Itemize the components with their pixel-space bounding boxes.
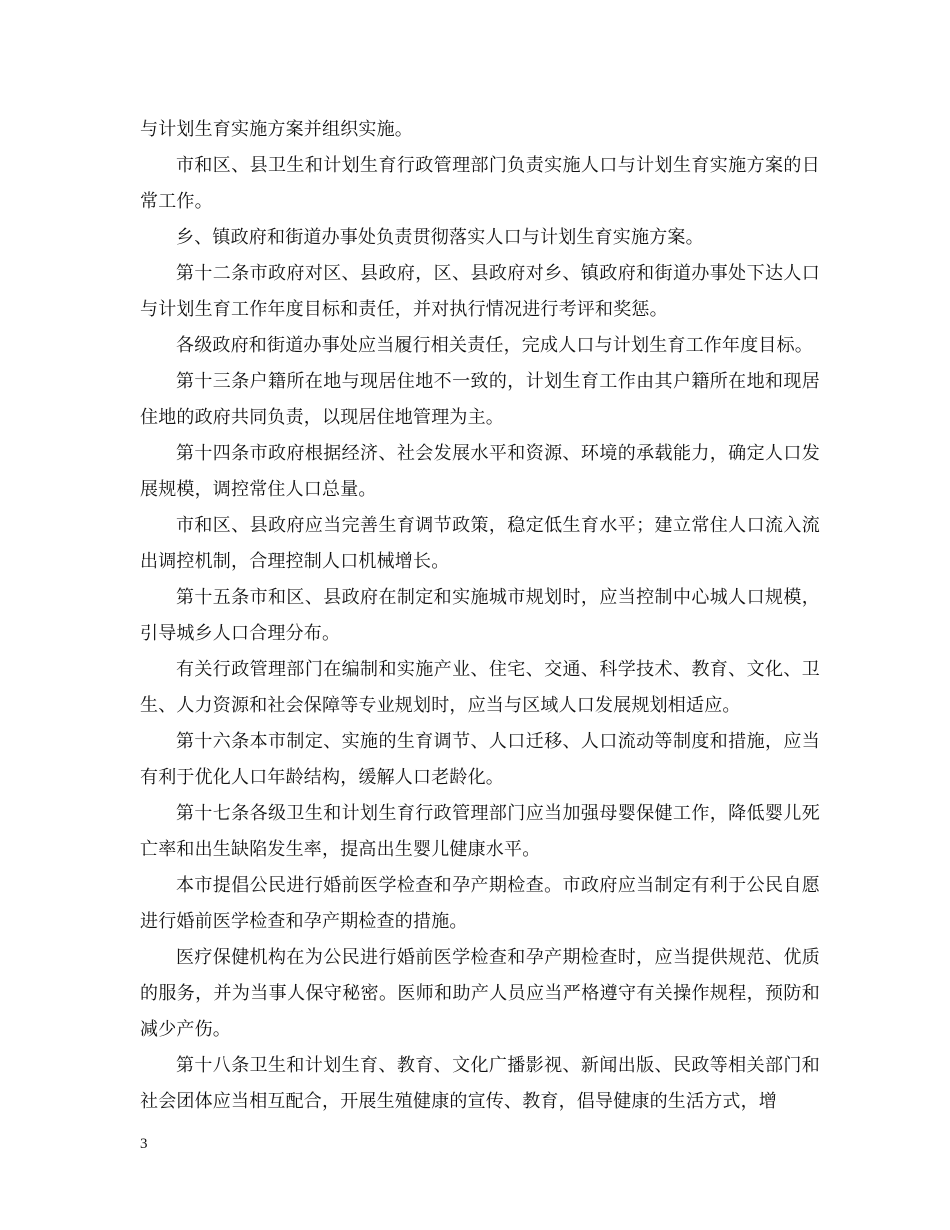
paragraph-8: 市和区、县政府应当完善生育调节政策，稳定低生育水平；建立常住人口流入流出调控机制，合理控制人口机械增长。: [140, 515, 820, 572]
paragraph-5: 各级政府和街道办事处应当履行相关责任，完成人口与计划生育工作年度目标。: [176, 335, 813, 356]
paragraph-3: 乡、镇政府和街道办事处负责贯彻落实人口与计划生育实施方案。: [176, 227, 704, 248]
paragraph-13: 本市提倡公民进行婚前医学检查和孕产期检查。市政府应当制定有利于公民自愿进行婚前医学检查和孕产期检查的措施。: [140, 875, 820, 932]
paragraph-7: 第十四条市政府根据经济、社会发展水平和资源、环境的承载能力，确定人口发展规模，调控常住人口总量。: [140, 443, 820, 500]
document-body: [140, 112, 820, 1120]
paragraph-14: 医疗保健机构在为公民进行婚前医学检查和孕产期检查时，应当提供规范、优质的服务，并为当事人保守秘密。医师和助产人员应当严格遵守有关操作规程，预防和减少产伤。: [140, 947, 820, 1040]
paragraph-9: 第十五条市和区、县政府在制定和实施城市规划时，应当控制中心城人口规模，引导城乡人口合理分布。: [140, 587, 820, 644]
paragraph-6: 第十三条户籍所在地与现居住地不一致的，计划生育工作由其户籍所在地和现居住地的政府共同负责，以现居住地管理为主。: [140, 371, 820, 428]
paragraph-12: 第十七条各级卫生和计划生育行政管理部门应当加强母婴保健工作，降低婴儿死亡率和出生缺陷发生率，提高出生婴儿健康水平。: [140, 803, 820, 860]
paragraph-10: 有关行政管理部门在编制和实施产业、住宅、交通、科学技术、教育、文化、卫生、人力资源和社会保障等专业规划时，应当与区域人口发展规划相适应。: [140, 659, 820, 716]
page-number: 3: [140, 1136, 148, 1152]
paragraph-4: 第十二条市政府对区、县政府，区、县政府对乡、镇政府和街道办事处下达人口与计划生育工作年度目标和责任，并对执行情况进行考评和奖惩。: [140, 263, 820, 320]
paragraph-2: 市和区、县卫生和计划生育行政管理部门负责实施人口与计划生育实施方案的日常工作。: [140, 155, 820, 212]
paragraph-15: 第十八条卫生和计划生育、教育、文化广播影视、新闻出版、民政等相关部门和社会团体应当相互配合，开展生殖健康的宣传、教育，倡导健康的生活方式，增: [140, 1055, 820, 1112]
paragraph-11: 第十六条本市制定、实施的生育调节、人口迁移、人口流动等制度和措施，应当有利于优化人口年龄结构，缓解人口老龄化。: [140, 731, 820, 788]
paragraph-1: 与计划生育实施方案并组织实施。: [140, 119, 413, 140]
